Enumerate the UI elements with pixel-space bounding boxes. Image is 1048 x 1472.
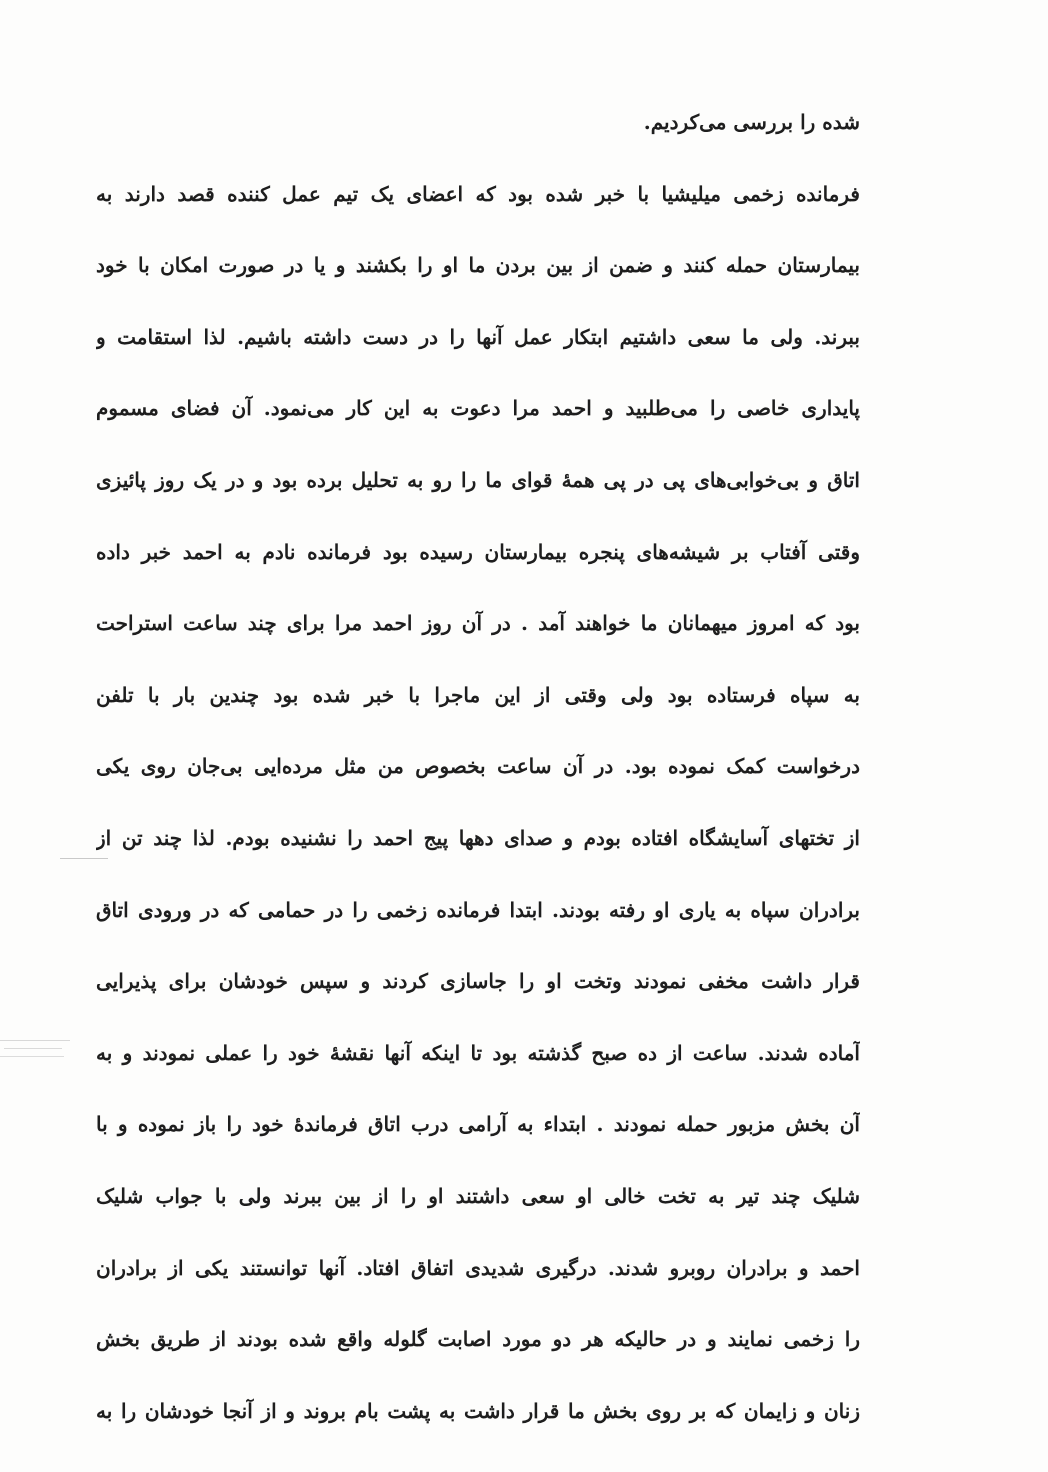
body-text bbox=[96, 100, 860, 1460]
text-line: را زخمی نمایند و در حالیکه هر دو مورد اصابت گلوله واقع شده بودند از طریق بخش bbox=[96, 1327, 860, 1352]
text-line: بیمارستان حمله کنند و ضمن از بین بردن ما او را بکشند و یا در صورت امکان با خود bbox=[96, 253, 860, 278]
text-line: برادران سپاه به یاری او رفته بودند. ابتدا فرمانده زخمی را در حمامی که در ورودی اتاق bbox=[96, 897, 860, 922]
text-line: فرمانده زخمی میلیشیا با خبر شده بود که اعضای یک تیم عمل کننده قصد دارند به bbox=[96, 181, 860, 206]
text-line: قرار داشت مخفی نمودند وتخت او را جاسازی کردند و سپس خودشان برای پذیرایی bbox=[96, 969, 860, 994]
text-line: پایداری خاصی را می‌طلبید و احمد مرا دعوت به این کار می‌نمود. آن فضای مسموم bbox=[96, 396, 860, 421]
text-line: از تختهای آسایشگاه افتاده بودم و صدای دهها پیج احمد را نشنیده بودم. لذا چند تن از bbox=[96, 825, 860, 850]
scan-artifact-line bbox=[0, 1056, 64, 1057]
text-line: شلیک چند تیر به تخت خالی او سعی داشتند او را از بین ببرند ولی با جواب شلیک bbox=[96, 1183, 860, 1208]
scan-artifact-line bbox=[0, 1040, 70, 1041]
scan-artifact-line bbox=[4, 1048, 62, 1049]
text-line: زنان و زایمان که بر روی بخش ما قرار داشت به پشت بام بروند و از آنجا خودشان را به bbox=[96, 1398, 860, 1423]
text-line: اتاق و بی‌خوابی‌های پی در پی همهٔ قوای ما را رو به تحلیل برده بود و در یک روز پائیزی bbox=[96, 467, 860, 492]
text-line: احمد و برادران روبرو شدند. درگیری شدیدی اتفاق افتاد. آنها توانستند یکی از برادران bbox=[96, 1255, 860, 1280]
text-line: بود که امروز میهمانان ما خواهند آمد . در آن روز احمد مرا برای چند ساعت استراحت bbox=[96, 611, 860, 636]
text-line: آماده شدند. ساعت از ده صبح گذشته بود تا اینکه آنها نقشهٔ خود را عملی نمودند و به bbox=[96, 1040, 860, 1065]
text-line: آن بخش مزبور حمله نمودند . ابتداء به آرامی درب اتاق فرماندهٔ خود را باز نموده و با bbox=[96, 1112, 860, 1137]
text-line: ببرند. ولی ما سعی داشتیم ابتکار عمل آنها را در دست داشته باشیم. لذا استقامت و bbox=[96, 324, 860, 349]
text-line: به سپاه فرستاده بود ولی وقتی از این ماجرا با خبر شده بود چندین بار با تلفن bbox=[96, 682, 860, 707]
text-line: شده را بررسی می‌کردیم. bbox=[643, 110, 860, 134]
text-line: وقتی آفتاب بر شیشه‌های پنجره بیمارستان رسیده بود فرمانده نادم به احمد خبر داده bbox=[96, 539, 860, 564]
text-line: درخواست کمک نموده بود. در آن ساعت بخصوص من مثل مرده‌ایی بی‌جان روی یکی bbox=[96, 754, 860, 779]
